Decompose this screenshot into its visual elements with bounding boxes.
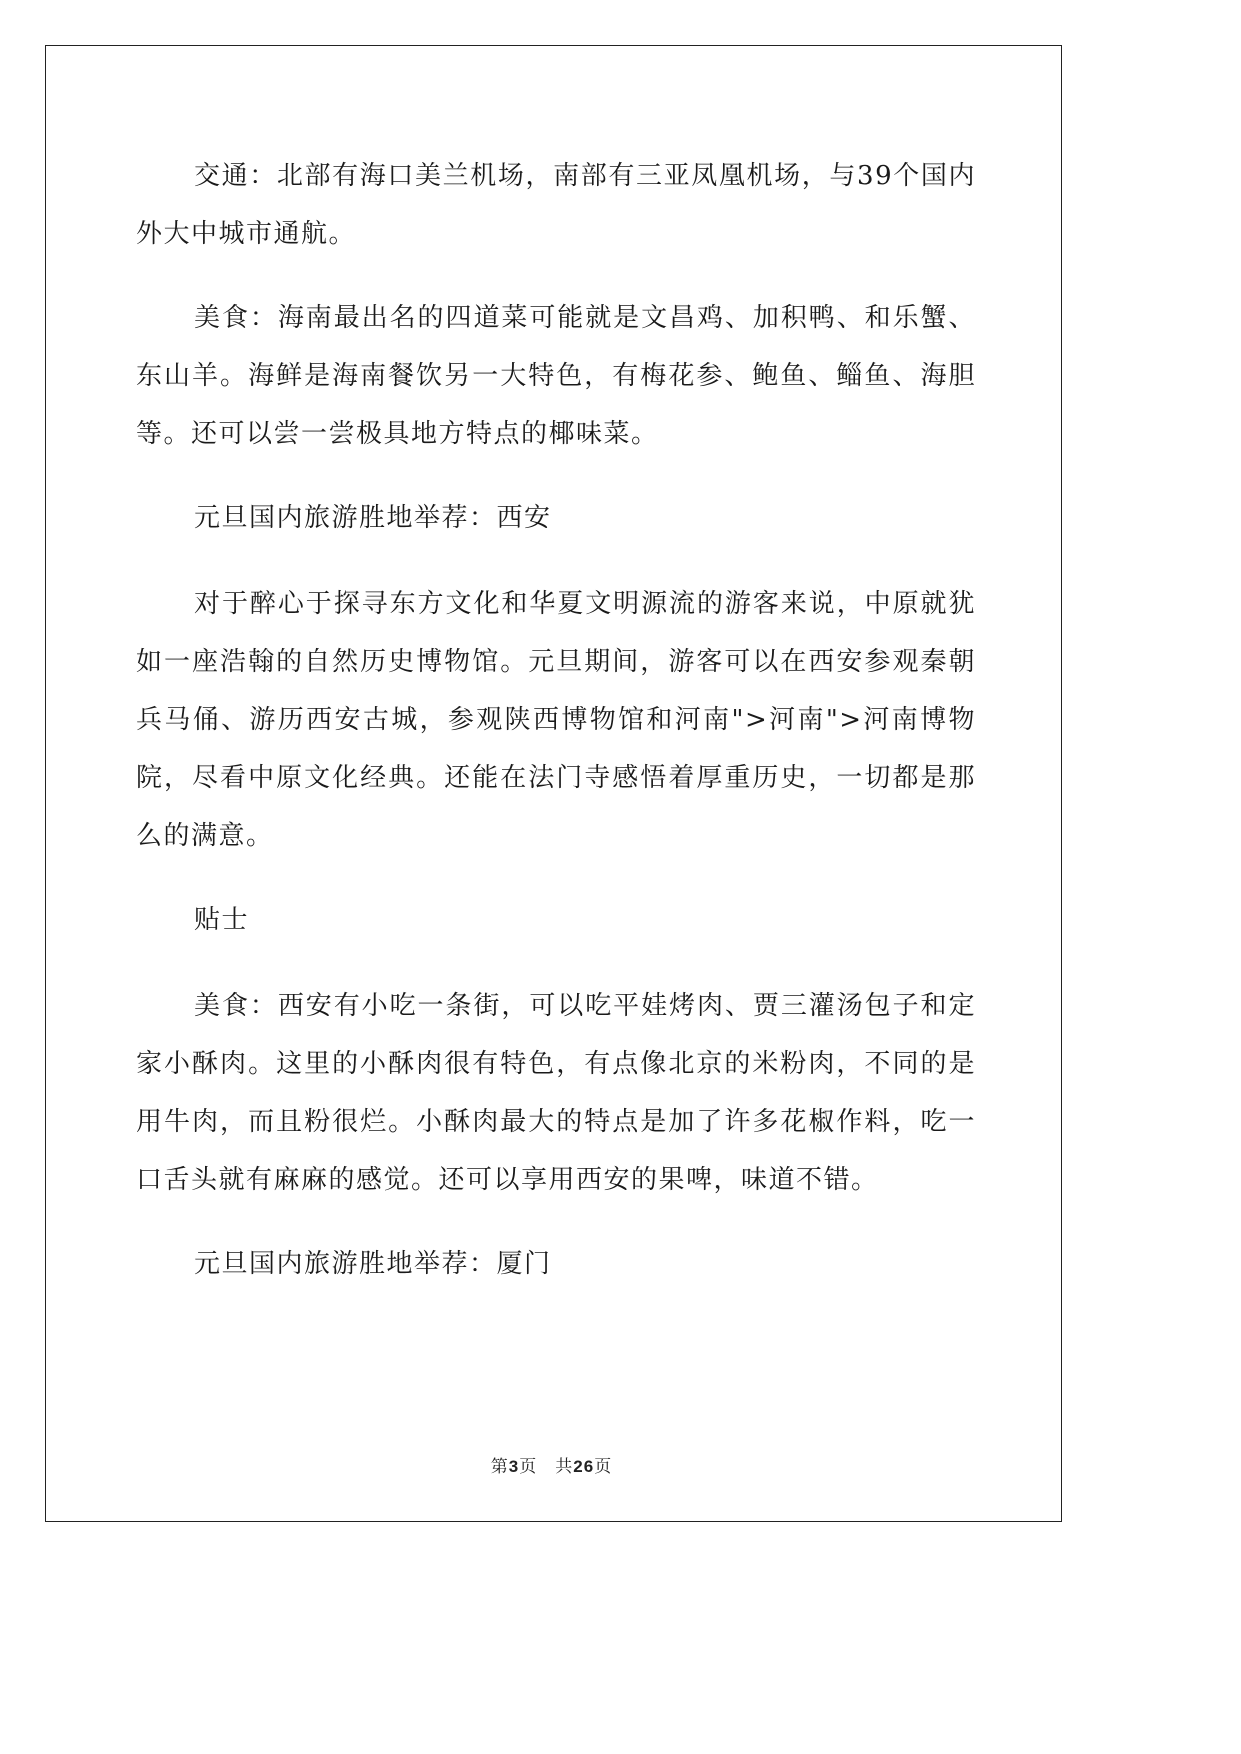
page-footer bbox=[0, 1452, 1103, 1477]
total-suffix: 页 bbox=[594, 1457, 613, 1477]
page-suffix: 页 bbox=[519, 1457, 538, 1477]
section-heading-xiamen: 元旦国内旅游胜地举荐：厦门 bbox=[194, 1249, 552, 1279]
paragraph-transport: 交通：北部有海口美兰机场，南部有三亚凤凰机场，与39个国内外大中城市通航。 bbox=[136, 161, 976, 249]
total-pages: 26 bbox=[573, 1457, 595, 1476]
section-heading-tips: 贴士 bbox=[194, 905, 250, 935]
paragraph-xian-intro: 对于醉心于探寻东方文化和华夏文明源流的游客来说，中原就犹如一座浩翰的自然历史博物馆。元旦期间，游客可以在西安参观秦朝兵马俑、游历西安古城，参观陕西博物馆和河南">河南">河南博物院，尽看中原文化经典。还能在法门寺感悟着厚重历史，一切都是那么的满意。 bbox=[136, 589, 976, 851]
paragraph-food-hainan: 美食：海南最出名的四道菜可能就是文昌鸡、加积鸭、和乐蟹、东山羊。海鲜是海南餐饮另一大特色，有梅花参、鲍鱼、鲻鱼、海胆等。还可以尝一尝极具地方特点的椰味菜。 bbox=[136, 303, 976, 449]
section-heading-xian: 元旦国内旅游胜地举荐：西安 bbox=[194, 503, 552, 533]
page-prefix: 第 bbox=[490, 1457, 509, 1477]
paragraph-food-xian: 美食：西安有小吃一条街，可以吃平娃烤肉、贾三灌汤包子和定家小酥肉。这里的小酥肉很有特色，有点像北京的米粉肉，不同的是用牛肉，而且粉很烂。小酥肉最大的特点是加了许多花椒作料，吃一口舌头就有麻麻的感觉。还可以享用西安的果啤，味道不错。 bbox=[136, 991, 976, 1195]
document-body bbox=[136, 147, 976, 1321]
page-number: 3 bbox=[508, 1457, 520, 1476]
total-prefix: 共 bbox=[555, 1457, 574, 1477]
